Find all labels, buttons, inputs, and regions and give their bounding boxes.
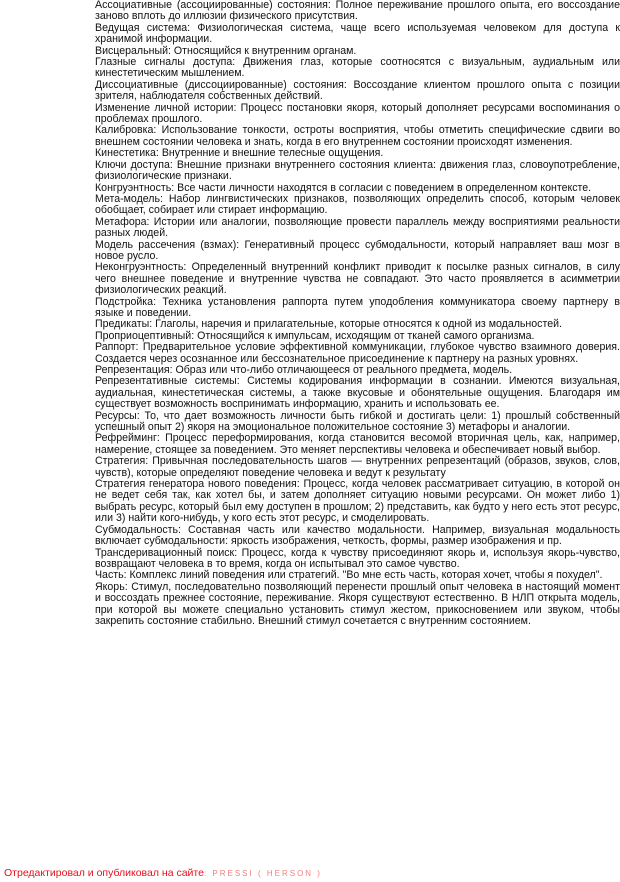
glossary-entry: Кинестетика: Внутренние и внешние телесные ощущения. [95, 147, 384, 160]
glossary-entry: Изменение личной истории: Процесс постановки якоря, который дополняет ресурсами воспоминания о проблемах прошлого. [95, 101, 620, 126]
glossary-entry: Подстройка: Техника установления раппорта путем уподобления коммуникатора своему партнеру в языке и поведении. [95, 295, 620, 319]
glossary-entry: Неконгруэнтность: Определенный внутренний конфликт приводит к посылке разных сигналов, в силу чего внешнее поведение и внутренние чувства не совпадают. Это часто проявляется в асимметрии физиологических реакций. [95, 261, 620, 297]
glossary-entry: Стратегия: Привычная последовательность шагов — внутренних репрезентаций (образов, звуков, слов, чувств), которые определяют поведение человека и ведут к результату [95, 455, 620, 479]
glossary-entry: Модель рассечения (взмах): Генеративный процесс субмодальности, который направляет ваш мозг в новое русло. [95, 238, 620, 262]
glossary-entry: Предикаты: Глаголы, наречия и прилагательные, которые относятся к одной из модальностей. [95, 318, 562, 331]
glossary-entry: Ресурсы: То, что дает возможность личности быть гибкой и достигать цели: 1) прошлый собственный успешный опыт 2) якоря на эмоциональное положительное состояние 3) метафоры и аналогии. [95, 409, 620, 434]
glossary-entry: Рефрейминг: Процесс переформирования, когда становится весомой вторичная цель, как, например, намерение, стоящее за поведением. Это меняет перспективы человека и обеспечивает новый выбор. [95, 432, 620, 456]
glossary-entry: Ключи доступа: Внешние признаки внутреннего состояния клиента: движения глаз, словоупотребление, физиологические признаки. [95, 158, 620, 183]
glossary-entry: Мета-модель: Набор лингвистических признаков, позволяющих определить способ, которым человек обобщает, собирает или стирает информацию. [95, 192, 620, 217]
glossary-body [95, 0, 620, 627]
glossary-entry: Ведущая система: Физиологическая система, чаще всего используемая человеком для доступа к хранимой информации. [95, 21, 620, 46]
glossary-entry: Якорь: Стимул, последовательно позволяющий перенести прошлый опыт человека в настоящий момент и воссоздать прежнее состояние, переживание. Якоря существуют естественно. В НЛП открыта модель, при которой вы можете специально установить стимул жестом, прикосновением или звуком, чтобы закрепить состояние стабильно. Внешний стимул сочетается с внутренним состоянием. [95, 580, 620, 627]
glossary-entry: Диссоциативные (диссоциированные) состояния: Воссоздание клиентом прошлого опыта с позиции зрителя, наблюдателя собственных действий. [95, 78, 620, 103]
glossary-entry: Висцеральный: Относящийся к внутренним органам. [95, 44, 357, 57]
glossary-entry: Раппорт: Предварительное условие эффективной коммуникации, глубокое чувство взаимного доверия. Создается через осознанное или бессознательное присоединение к партнеру на разных уровнях. [95, 341, 620, 365]
footer-text: Отредактировал и опубликовал на сайте [4, 867, 204, 879]
glossary-entry: Ассоциативные (ассоциированные) состояния: Полное переживание прошлого опыта, его воссоздание заново вплоть до иллюзии физического присутствия. [95, 0, 620, 23]
glossary-entry: Проприоцептивный: Относящийся к импульсам, исходящим от тканей самого организма. [95, 329, 535, 342]
glossary-entry: Субмодальность: Составная часть или качество модальности. Например, визуальная модальность включает субмодальности: яркость изображения, четкость, формы, размер изображения и пр. [95, 523, 620, 548]
footer-site-link[interactable]: : PRESSI ( HERSON ) [203, 869, 322, 878]
glossary-entry: Конгруэнтность: Все части личности находятся в согласии с поведением в определенном контексте. [95, 181, 592, 194]
glossary-entry: Репрезентация: Образ или что-либо отличающееся от реального предмета, модель. [95, 364, 513, 376]
glossary-entry: Глазные сигналы доступа: Движения глаз, которые соотносятся с визуальным, аудиальным или кинестетическим мышлением. [95, 56, 620, 80]
glossary-entry: Часть: Комплекс линий поведения или стратегий. "Во мне есть часть, которая хочет, чтобы я похудел". [95, 569, 603, 582]
glossary-entry: Стратегия генератора нового поведения: Процесс, когда человек рассматривает ситуацию, в которой он не ведет себя так, как хотел бы, и затем дополняет ситуацию новыми ресурсами. Он может либо 1) выбрать ресурс, который был ему доступен в прошлом; 2) представить, как будто у него есть этот ресурс, или 3) найти кого-нибудь, у кого есть этот ресурс, и смоделировать. [95, 478, 620, 525]
glossary-entry: Трансдеривационный поиск: Процесс, когда к чувству присоединяют якорь и, используя якорь-чувство, возвращают человека в то время, когда он испытывал это самое чувство. [95, 546, 620, 570]
glossary-entry: Репрезентативные системы: Системы кодирования информации в сознании. Имеются визуальная, аудиальная, кинестетическая системы, а также вкусовые и обонятельные ощущения. Благодаря им существует возможность воспринимать информацию, хранить и использовать ее. [95, 375, 620, 411]
publisher-footer [4, 867, 322, 880]
glossary-entry: Калибровка: Использование тонкости, остроты восприятия, чтобы отметить специфические сдвиги во внешнем состоянии человека и знать, когда в его внутреннем состоянии происходят изменения. [95, 124, 620, 148]
glossary-entry: Метафора: Истории или аналогии, позволяющие провести параллель между восприятиями реальности разных людей. [95, 215, 620, 240]
